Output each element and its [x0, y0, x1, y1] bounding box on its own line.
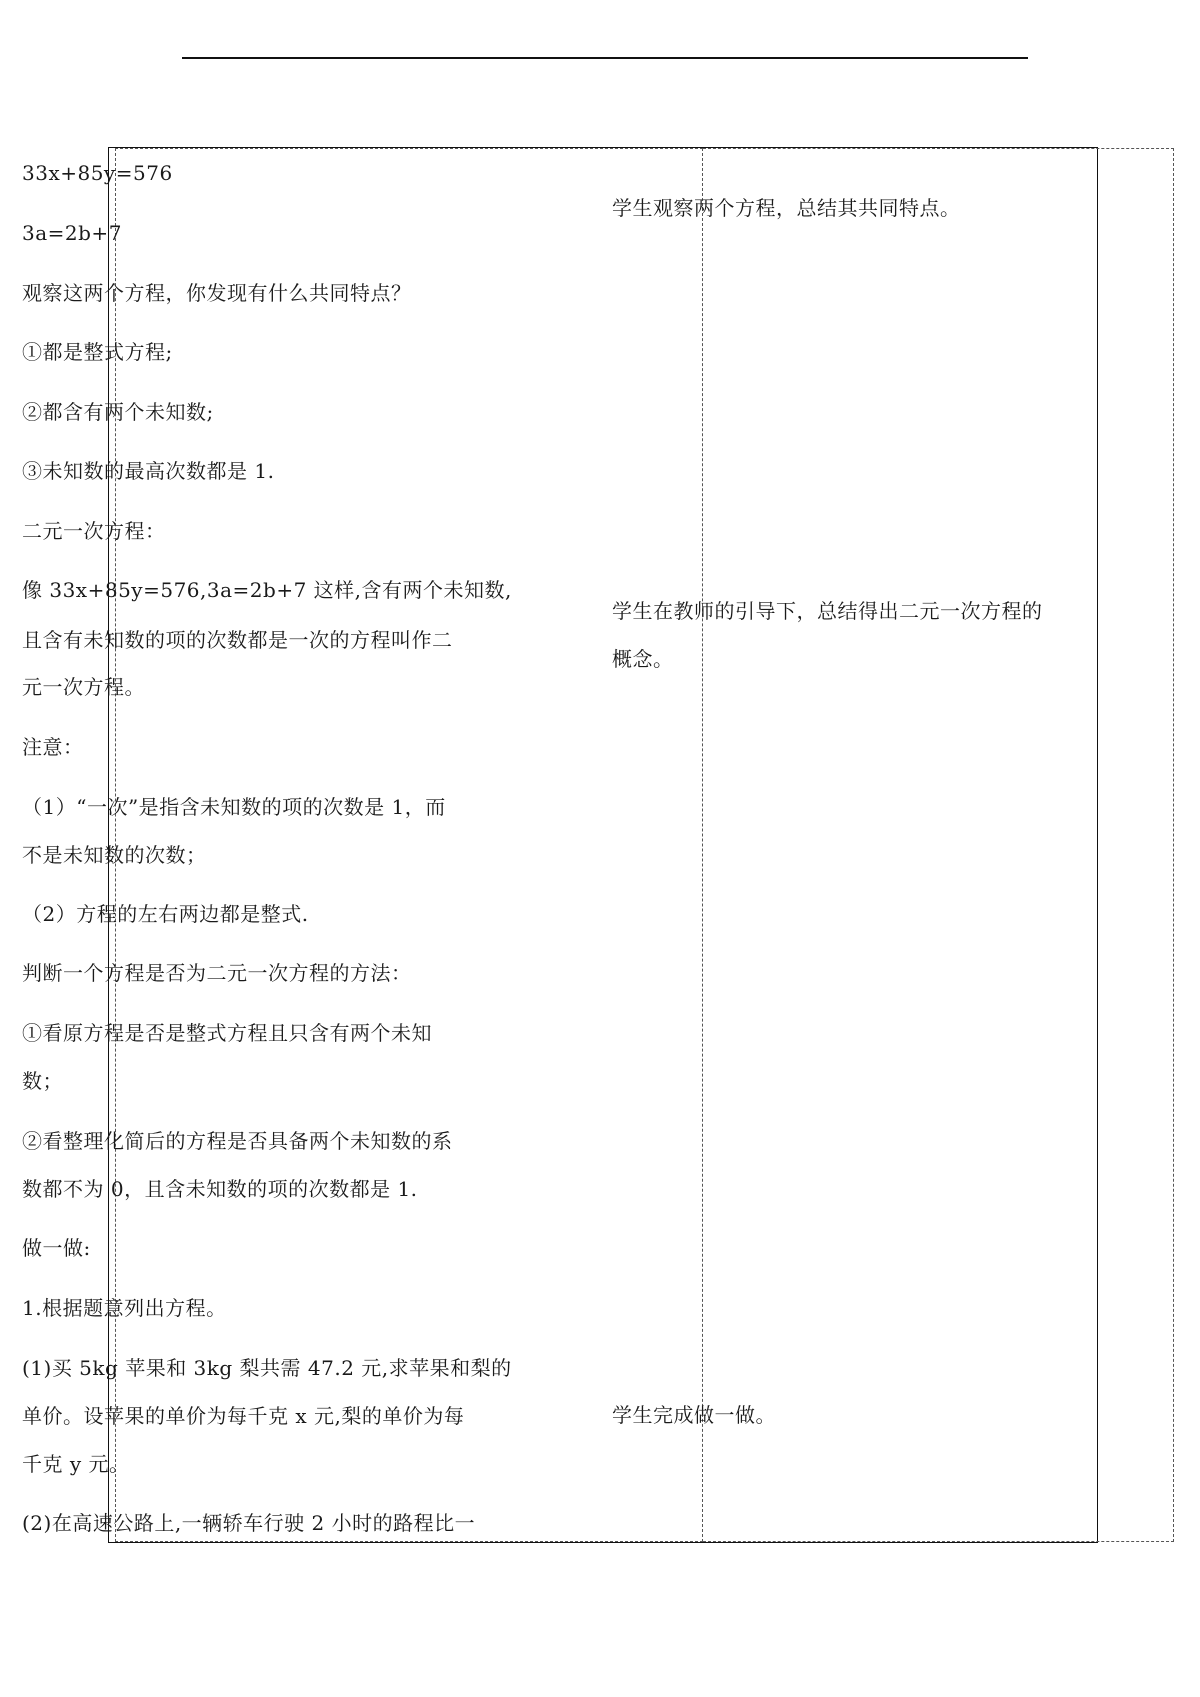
equation-2: 3a=2b+7 [22, 221, 122, 245]
header-rule [182, 57, 1028, 59]
note-1-line-2: 不是未知数的次数； [22, 843, 207, 867]
definition-heading: 二元一次方程： [22, 519, 166, 543]
exercise-1-1-line-3: 千克 y 元。 [22, 1452, 130, 1476]
method-2-line-2: 数都不为 0，且含未知数的项的次数都是 1. [22, 1177, 418, 1201]
practice-heading: 做一做: [22, 1236, 91, 1260]
note-1-line-1: （1）“一次”是指含未知数的项的次数是 1，而 [22, 795, 446, 819]
student-activity-2-line-2: 概念。 [612, 647, 674, 671]
method-heading: 判断一个方程是否为二元一次方程的方法： [22, 961, 412, 985]
exercise-1-1-line-1: (1)买 5kg 苹果和 3kg 梨共需 47.2 元,求苹果和梨的 [22, 1356, 512, 1380]
exercise-1-2-line-1: (2)在高速公路上,一辆轿车行驶 2 小时的路程比一 [22, 1511, 476, 1535]
exercise-1-title: 1.根据题意列出方程。 [22, 1296, 227, 1320]
feature-3: ③未知数的最高次数都是 1. [22, 459, 275, 483]
method-1-line-1: ①看原方程是否是整式方程且只含有两个未知 [22, 1021, 432, 1045]
method-2-line-1: ②看整理化简后的方程是否具备两个未知数的系 [22, 1129, 453, 1153]
feature-2: ②都含有两个未知数; [22, 400, 214, 424]
feature-1: ①都是整式方程; [22, 340, 173, 364]
student-activity-cell [703, 148, 1174, 1542]
exercise-1-1-line-2: 单价。设苹果的单价为每千克 x 元,梨的单价为每 [22, 1404, 465, 1428]
note-2: （2）方程的左右两边都是整式. [22, 902, 309, 926]
student-activity-1: 学生观察两个方程，总结其共同特点。 [612, 196, 961, 220]
definition-line-1: 像 33x+85y=576,3a=2b+7 这样,含有两个未知数, [22, 578, 512, 602]
observe-question: 观察这两个方程，你发现有什么共同特点？ [22, 281, 412, 305]
definition-line-3: 元一次方程。 [22, 675, 145, 699]
note-heading: 注意： [22, 735, 84, 759]
definition-line-2: 且含有未知数的项的次数都是一次的方程叫作二 [22, 628, 453, 652]
method-1-line-2: 数； [22, 1069, 63, 1093]
student-activity-3: 学生完成做一做。 [612, 1403, 776, 1427]
equation-1: 33x+85y=576 [22, 161, 173, 185]
student-activity-2-line-1: 学生在教师的引导下，总结得出二元一次方程的 [612, 599, 1043, 623]
lesson-table [108, 147, 1098, 1543]
